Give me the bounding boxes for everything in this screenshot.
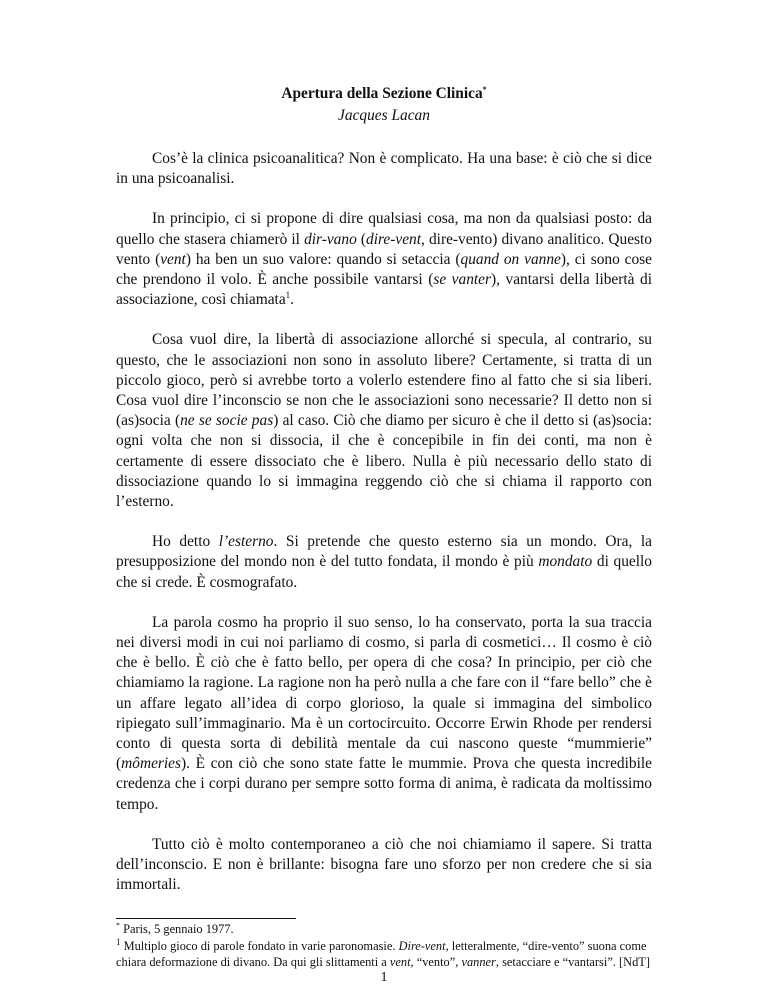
text-run: ). È con ciò che sono state fatte le mummie. Prova che questa incredibile credenza che i corpi durano per sempre sotto forma di anima, è radicata da moltissimo tempo. (116, 755, 652, 813)
paragraph (116, 330, 652, 512)
italic-term: se vanter (433, 271, 491, 289)
title-block (0, 83, 768, 127)
text-run: . (290, 291, 295, 309)
italic-term: vent (389, 955, 411, 970)
paragraph (116, 209, 652, 310)
footnotes (116, 921, 656, 971)
italic-term: Dire-vent (398, 938, 446, 953)
footnote-reference: 1 (285, 290, 291, 301)
text-run: Cosa vuol dire, la libertà di associazione allorché si specula, al contrario, su questo, che le associazioni non sono in assoluto libere? Certamente, si tratta di un piccolo gioco, però si avrebbe torto a volerlo estendere fino al fatto che si sia liberi. Cosa vuol dire l’inconscio se non che le associazioni sono necessarie? Il detto non si (as)socia ( (116, 331, 652, 430)
text-run: ), ci sono cose che prendono il volo. È anche possibile vantarsi ( (116, 250, 653, 289)
text-run: Ho detto (152, 533, 219, 551)
page-number: 1 (380, 970, 388, 985)
text-run: Cos’è la clinica psicoanalitica? Non è complicato. Ha una base: è ciò che si dice in una psicoanalisi. (116, 150, 652, 188)
footnote (116, 921, 656, 938)
text-run: Tutto ciò è molto contemporaneo a ciò che noi chiamiamo il sapere. Si tratta dell’inconscio. E non è brillante: bisogna fare uno sforzo per non credere che si sia immortali. (116, 835, 652, 894)
footnote-separator (116, 918, 296, 919)
paragraph (116, 532, 652, 593)
text-run: , letteralmente, “dire-vento” suona come chiara deformazione di divano. Da qui gli slittamenti a (116, 938, 647, 970)
italic-term: quand on vanne (460, 250, 561, 268)
footnote-text (120, 922, 234, 936)
paragraph (116, 613, 652, 815)
text-run: In principio, ci si propone di dire qualsiasi cosa, ma non da qualsiasi posto: da quello che stasera chiamerò il (116, 210, 652, 248)
text-run: , setacciare e “vantarsi”. [NdT] (495, 955, 650, 970)
italic-term: vent (160, 250, 186, 268)
document-author: Jacques Lacan (338, 107, 430, 124)
footnote-mark: 1 (116, 936, 121, 947)
text-run: ), vantarsi della libertà di associazione, così chiamata (116, 271, 652, 309)
italic-term: ne se socie pas (180, 412, 274, 430)
title-footnote-mark: * (482, 84, 487, 94)
document-title-text: Apertura della Sezione Clinica (281, 85, 483, 102)
text-run: ( (356, 230, 367, 248)
italic-term: vanner (461, 955, 496, 970)
document-body (116, 149, 652, 916)
paragraph (116, 835, 652, 896)
text-run: di quello che si crede. È cosmografato. (116, 553, 652, 591)
italic-term: mondato (538, 553, 593, 571)
text-run: La parola cosmo ha proprio il suo senso, lo ha conservato, porta la sua traccia nei diversi modi in cui noi parliamo di cosmo, si parla di cosmetici… Il cosmo è ciò che è bello. È ciò che è fatto bello, per opera di che cosa? In principio, per ciò che chiamiamo la ragione. La ragione non ha però nulla a che fare con il “fare bello” che è un affare legato all’idea di corpo glorioso, la quale si immagina del simbolico ripiegato sull’immaginario. Ma è un cortocircuito. Occorre Erwin Rhode per rendersi conto di questa sorta di debilità mentale da cui nascono queste “mummierie” ( (116, 613, 652, 773)
text-run: Paris, 5 gennaio 1977. (120, 922, 234, 936)
text-run: ) al caso. Ciò che diamo per sicuro è che il detto si (as)socia: ogni volta che non si dissocia, il che è concepibile in fin dei conti, ma non è certamente di essere dissociato che è libero. Nulla è più necessario dello stato di dissociazione quando lo si immagina reggendo ciò che si chiama il rapporto con l’esterno. (116, 412, 652, 511)
paragraph (116, 149, 652, 189)
text-run: , dire-vento) divano analitico. Questo vento ( (116, 230, 653, 268)
italic-term: l’esterno (218, 533, 274, 551)
text-run: , “vento”, (410, 955, 462, 970)
document-title (0, 83, 768, 105)
footnote (116, 938, 656, 971)
text-run: . Si pretende che questo esterno sia un mondo. Ora, la presupposizione del mondo non è del tutto fondata, il mondo è più (116, 533, 652, 571)
text-run: ) ha ben un suo valore: quando si setaccia ( (185, 250, 461, 268)
italic-term: mômeries (121, 755, 181, 773)
text-run: Multiplo gioco di parole fondato in varie paronomasie. (120, 938, 399, 953)
footnote-text (116, 939, 650, 970)
italic-term: dir-vano (304, 230, 357, 248)
footnote-mark: * (116, 920, 120, 930)
italic-term: dire-vent (366, 230, 422, 248)
